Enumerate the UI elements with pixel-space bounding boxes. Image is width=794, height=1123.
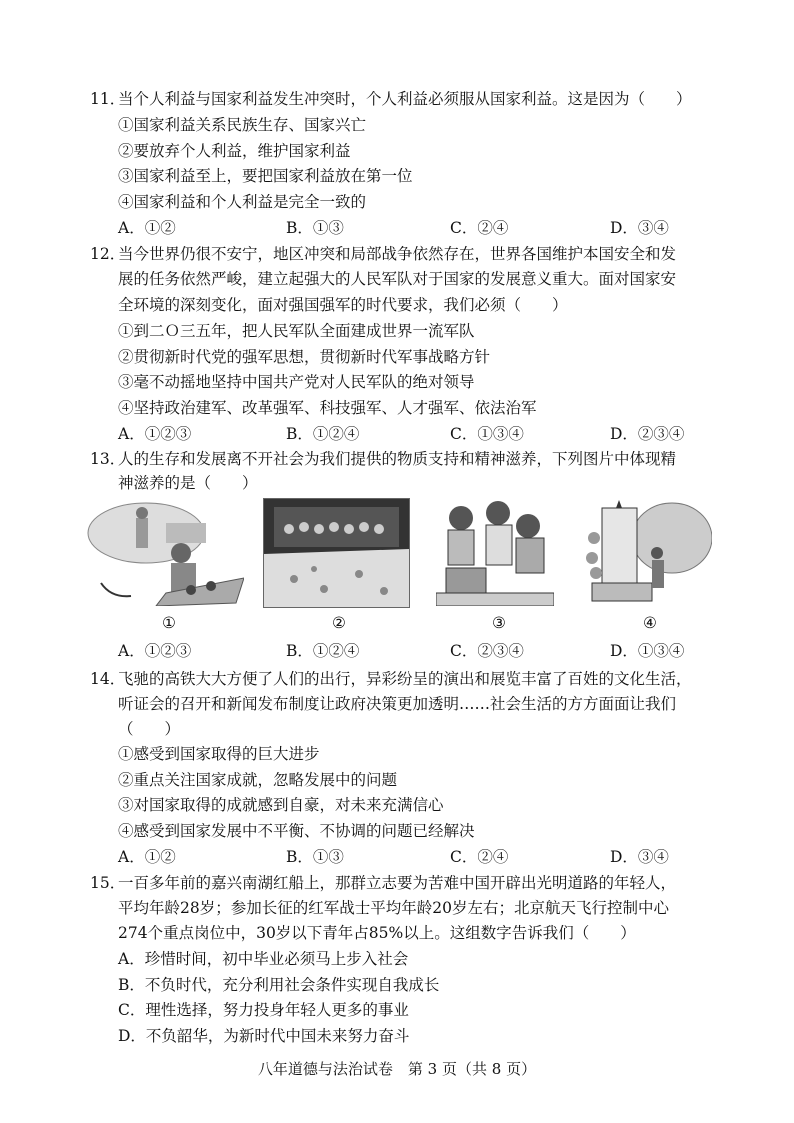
option-a[interactable]: A．①②③ [118, 642, 192, 660]
picture-caption-3: ③ [492, 614, 506, 632]
option-b[interactable]: B．①②④ [286, 425, 360, 443]
option-d[interactable]: D．③④ [610, 219, 669, 237]
option-b[interactable]: B．①②④ [286, 642, 360, 660]
question-stem-line-1: 当今世界仍很不安宁，地区冲突和局部战争依然存在，世界各国维护本国安全和发 [118, 245, 677, 263]
option-d[interactable]: D．③④ [610, 848, 669, 866]
option-d[interactable]: D．①③④ [610, 642, 685, 660]
statement-2: ②贯彻新时代党的强军思想，贯彻新时代军事战略方针 [118, 348, 491, 366]
question-stem-line-3: 全环境的深刻变化，面对强国强军的时代要求，我们必须（ ） [118, 296, 568, 314]
question-stem-line-2: 神滋养的是（ ） [118, 474, 258, 492]
statement-2: ②重点关注国家成就，忽略发展中的问题 [118, 771, 398, 789]
question-number: 11． [90, 90, 126, 108]
question-stem-line-2: 展的任务依然严峻，建立起强大的人民军队对于国家的发展意义重大。面对国家安 [118, 270, 677, 288]
question-stem-line-1: 人的生存和发展离不开社会为我们提供的物质支持和精神滋养，下列图片中体现精 [118, 450, 677, 468]
statement-2: ②要放弃个人利益，维护国家利益 [118, 142, 351, 160]
question-stem: 当个人利益与国家利益发生冲突时，个人利益必须服从国家利益。这是因为（ ） [118, 90, 692, 108]
question-stem-line-1: 一百多年前的嘉兴南湖红船上，那群立志要为苦难中国开辟出光明道路的年轻人， [118, 874, 677, 892]
option-a[interactable]: A．①② [118, 848, 176, 866]
option-c[interactable]: C．①③④ [450, 425, 524, 443]
option-c[interactable]: C．理性选择，努力投身年轻人更多的事业 [118, 1001, 409, 1019]
option-b[interactable]: B．不负时代，充分利用社会条件实现自我成长 [118, 976, 440, 994]
statement-3: ③毫不动摇地坚持中国共产党对人民军队的绝对领导 [118, 373, 475, 391]
page-footer: 八年道德与法治试卷 第 3 页（共 8 页） [257, 1060, 537, 1078]
question-number: 13． [90, 450, 126, 468]
option-c[interactable]: C．②③④ [450, 642, 524, 660]
picture-caption-2: ② [332, 614, 346, 632]
picture-4-monument [582, 498, 712, 606]
option-c[interactable]: C．②④ [450, 848, 509, 866]
option-d[interactable]: D．不负韶华，为新时代中国未来努力奋斗 [118, 1027, 410, 1045]
option-c[interactable]: C．②④ [450, 219, 509, 237]
option-a[interactable]: A．①② [118, 219, 176, 237]
question-number: 15． [90, 874, 126, 892]
picture-2-exhibition [263, 498, 410, 608]
statement-4: ④国家利益和个人利益是完全一致的 [118, 193, 367, 211]
question-stem-line-2: 听证会的召开和新闻发布制度让政府决策更加透明……社会生活的方方面面让我们 [118, 695, 677, 713]
picture-caption-1: ① [162, 614, 176, 632]
picture-1-farm-food [86, 498, 244, 606]
statement-3: ③国家利益至上，要把国家利益放在第一位 [118, 167, 413, 185]
statement-3: ③对国家取得的成就感到自豪，对未来充满信心 [118, 796, 444, 814]
option-a[interactable]: A．①②③ [118, 425, 192, 443]
question-stem-line-3: （ ） [118, 720, 181, 738]
statement-1: ①感受到国家取得的巨大进步 [118, 745, 320, 763]
question-number: 12． [90, 245, 126, 263]
question-stem-line-1: 飞驰的高铁大大方便了人们的出行，异彩纷呈的演出和展览丰富了百姓的文化生活， [118, 670, 692, 688]
option-d[interactable]: D．②③④ [610, 425, 685, 443]
question-stem-line-2: 平均年龄28岁；参加长征的红军战士平均年龄20岁左右；北京航天飞行控制中心 [118, 899, 669, 917]
statement-1: ①到二Ｏ三五年，把人民军队全面建成世界一流军队 [118, 322, 475, 340]
option-b[interactable]: B．①③ [286, 219, 344, 237]
statement-4: ④感受到国家发展中不平衡、不协调的问题已经解决 [118, 822, 475, 840]
option-b[interactable]: B．①③ [286, 848, 344, 866]
option-a[interactable]: A．珍惜时间，初中毕业必须马上步入社会 [118, 950, 409, 968]
question-stem-line-3: 274个重点岗位中，30岁以下青年占85%以上。这组数字告诉我们（ ） [118, 924, 636, 942]
picture-3-students-study [436, 498, 554, 606]
statement-1: ①国家利益关系民族生存、国家兴亡 [118, 116, 367, 134]
question-number: 14． [90, 670, 126, 688]
statement-4: ④坚持政治建军、改革强军、科技强军、人才强军、依法治军 [118, 399, 537, 417]
picture-caption-4: ④ [643, 614, 657, 632]
